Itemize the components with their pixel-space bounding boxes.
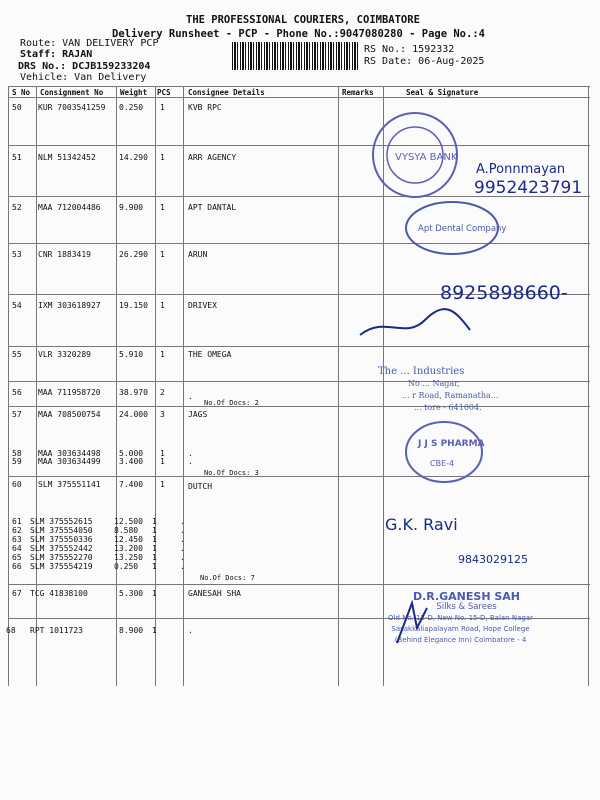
company-title: THE PROFESSIONAL COURIERS, COIMBATORE [186,14,420,26]
staff-label: Staff: RAJAN [20,49,93,60]
row-weight: 13.250 [114,553,143,562]
row-pcs: 1 [160,301,165,310]
row-consignee: . [180,526,185,535]
row-weight: 14.290 [119,153,148,162]
col-border [116,86,117,686]
row-pcs: 1 [160,480,165,489]
vysya-bank-stamp [365,100,475,210]
col-remarks: Remarks [342,88,374,97]
row-sno: 68 [6,626,16,635]
row-weight: 7.400 [119,480,144,489]
route-label: Route: VAN DELIVERY PCP [20,38,159,49]
ganesh-line: Silks & Sarees [436,602,497,612]
row-weight: 13.200 [114,544,143,553]
row-sno: 53 [12,250,22,259]
row-consignee: . [180,553,185,562]
row-consignment: SLM 375550336 [30,535,93,544]
row-consignee: ARR AGENCY [188,153,237,162]
row-consignee: . [188,626,193,635]
row-consignee: . [180,562,185,571]
row-pcs: 3 [160,410,165,419]
row-sno: 60 [12,480,22,489]
row-sno: 56 [12,388,22,397]
row-consignment: RPT 1011723 [30,626,83,635]
vysya-bank-text: VYSYA BANK [395,152,458,163]
row-consignment: SLM 375554219 [30,562,93,571]
row-pcs: 1 [160,153,165,162]
jjs-city-text: CBE-4 [430,459,455,468]
rs-number: RS No.: 1592332 [364,44,455,55]
handwritten-phone: 9843029125 [458,553,528,566]
row-consignee: . [180,517,185,526]
row-divider [8,346,590,347]
jjs-pharma-text: J J S PHARMA [418,439,485,449]
col-weight: Weight [120,88,148,97]
row-weight: 3.400 [119,457,144,466]
row-pcs: 1 [152,589,157,598]
row-consignee: DUTCH [188,482,213,491]
row-weight: 12.450 [114,535,143,544]
row-sno: 55 [12,350,22,359]
row-pcs: 1 [160,203,165,212]
row-consignment: CNR 1883419 [38,250,91,259]
row-sno: 63 [12,535,22,544]
signature-scribble [392,598,432,648]
row-consignment: SLM 375552615 [30,517,93,526]
barcode [232,42,360,70]
apt-dental-stamp [400,196,520,266]
row-sno: 66 [12,562,22,571]
ganesh-name: D.R.GANESH SAH [412,590,520,603]
ganesh-line: Old No. 12-D, New No. 15-D, Balan Nagar [388,614,533,622]
handwritten-name: A.Ponnmayan [476,162,566,177]
row-pcs: 1 [152,544,157,553]
row-sno: 54 [12,301,22,310]
handwritten-phone: 8925898660- [440,282,568,304]
row-sno: 58 [12,449,22,458]
row-pcs: 1 [152,526,157,535]
row-sno: 62 [12,526,22,535]
row-sno: 51 [12,153,22,162]
row-weight: 38.970 [119,388,148,397]
row-sno: 59 [12,457,22,466]
handwritten-name: G.K. Ravi [385,515,458,534]
row-consignee: . [188,449,193,458]
row-consignee: GANESAH SHA [188,589,241,598]
row-sno: 64 [12,544,22,553]
row-divider [8,381,590,382]
row-consignment: VLR 3320289 [38,350,91,359]
row-divider [8,476,590,477]
rs-date: RS Date: 06-Aug-2025 [364,56,485,67]
col-border [338,86,339,686]
row-sno: 57 [12,410,22,419]
col-border [183,86,184,686]
row-consignee: DRIVEX [188,301,217,310]
col-border [8,86,9,686]
row-consignee: THE OMEGA [188,350,232,359]
row-consignee: KVB RPC [188,103,222,112]
ganesh-line: Sasakkaliapalayam Road, Hope College [391,625,530,633]
col-sno: S No [12,88,31,97]
table-top-border [8,86,590,87]
row-pcs: 1 [152,562,157,571]
row-consignment: MAA 303634499 [38,457,101,466]
row-pcs: 1 [160,250,165,259]
row-weight: 8.580 [114,526,139,535]
row-consignment: TCG 41838100 [30,589,88,598]
row-consignment: KUR 7003541259 [38,103,106,112]
docs-count: No.Of Docs: 3 [204,469,259,477]
row-consignee: . [180,535,185,544]
row-consignment: MAA 303634498 [38,449,101,458]
runsheet-subtitle: Delivery Runsheet - PCP - Phone No.:9047080280 - Page No.:4 [112,28,485,40]
row-consignee: . [180,544,185,553]
industries-line: ... tore - 641004. [414,403,482,412]
row-pcs: 1 [152,553,157,562]
row-consignee: . [188,392,193,401]
row-consignee: . [188,457,193,466]
ganesh-line: (Behind Elegance Inn) Coimbatore - 4 [394,636,527,644]
industries-line: No ... Nagar, [408,379,460,388]
row-pcs: 1 [152,517,157,526]
row-weight: 5.910 [119,350,144,359]
row-weight: 19.150 [119,301,148,310]
industries-line: The ... Industries [378,366,465,377]
row-pcs: 1 [160,103,165,112]
row-consignment: NLM 51342452 [38,153,96,162]
handwritten-phone: 9952423791 [474,178,583,198]
apt-dental-text: Apt Dental Company [418,224,507,234]
row-consignment: MAA 708500754 [38,410,101,419]
row-consignment: MAA 712004486 [38,203,101,212]
row-weight: 24.000 [119,410,148,419]
row-weight: 0.250 [119,103,144,112]
row-consignment: SLM 375552442 [30,544,93,553]
row-consignee: APT DANTAL [188,203,237,212]
row-pcs: 1 [160,457,165,466]
jjs-pharma-stamp [400,418,490,488]
row-pcs: 1 [160,449,165,458]
row-divider [8,145,590,146]
row-weight: 5.300 [119,589,144,598]
signature-scribble [355,305,475,345]
row-consignment: MAA 711958720 [38,388,101,397]
row-sno: 50 [12,103,22,112]
row-consignment: SLM 375554050 [30,526,93,535]
industries-stamp [378,366,498,414]
row-weight: 5.000 [119,449,144,458]
row-consignee: JAGS [188,410,208,419]
row-sno: 61 [12,517,22,526]
row-pcs: 1 [152,535,157,544]
row-pcs: 1 [152,626,157,635]
row-divider [8,406,590,407]
row-sno: 65 [12,553,22,562]
col-consignment: Consignment No [40,88,104,97]
col-seal: Seal & Signature [406,88,479,97]
docs-count: No.Of Docs: 2 [204,399,259,407]
industries-line: ... r Road, Ramanatha... [402,391,499,400]
row-sno: 67 [12,589,22,598]
row-sno: 52 [12,203,22,212]
vehicle-label: Vehicle: Van Delivery [20,72,147,83]
col-pcs: PCS [157,88,171,97]
col-consignee: Consignee Details [188,88,265,97]
row-pcs: 1 [160,350,165,359]
row-consignment: IXM 303618927 [38,301,101,310]
row-weight: 8.900 [119,626,144,635]
row-consignee: ARUN [188,250,208,259]
row-pcs: 2 [160,388,165,397]
row-consignment: SLM 375551141 [38,480,101,489]
row-weight: 0.250 [114,562,139,571]
row-weight: 12.500 [114,517,143,526]
docs-count: No.Of Docs: 7 [200,574,255,582]
row-consignment: SLM 375552270 [30,553,93,562]
row-weight: 9.900 [119,203,144,212]
row-divider [8,584,590,585]
drs-number: DRS No.: DCJB159233204 [18,61,151,72]
col-border [588,86,589,686]
row-weight: 26.290 [119,250,148,259]
